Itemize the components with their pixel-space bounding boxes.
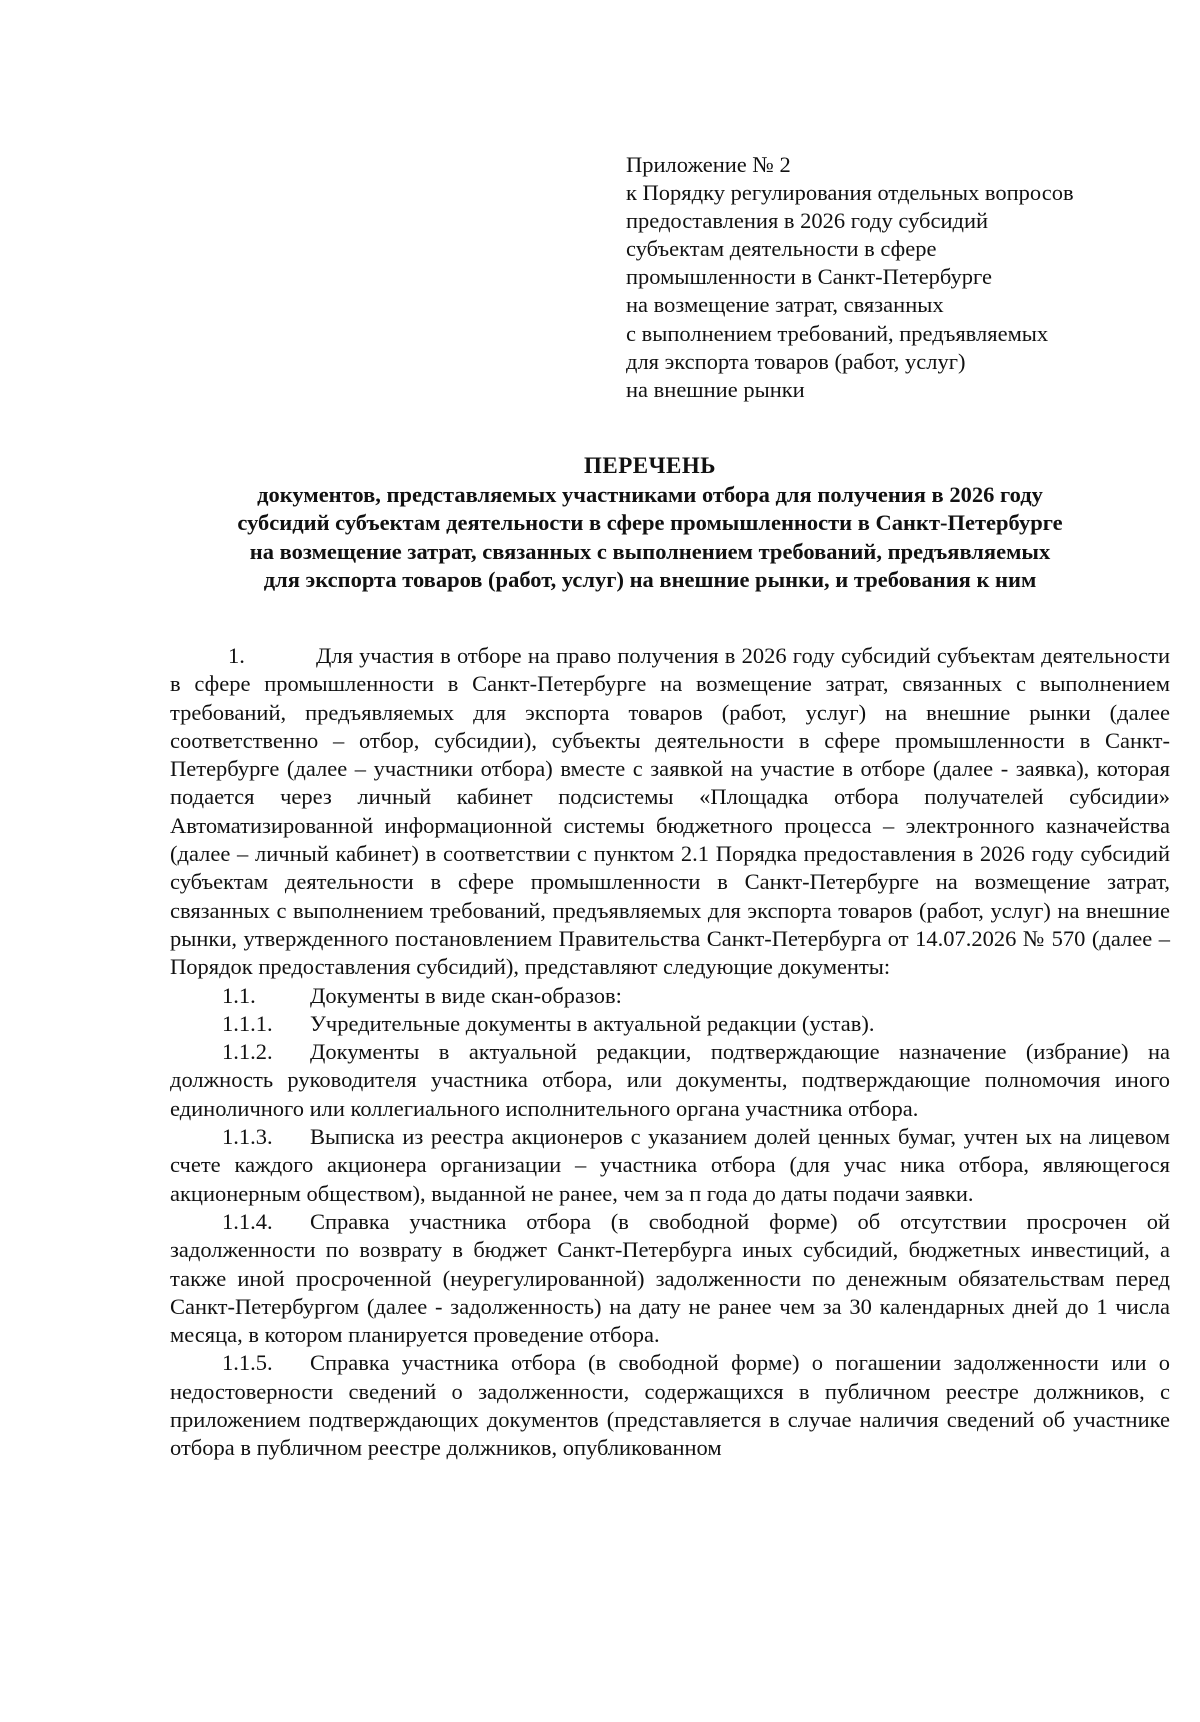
appendix-line: на внешние рынки — [626, 376, 805, 402]
appendix-line: промышленности в Санкт-Петербурге — [626, 264, 992, 290]
paragraph-1 — [170, 642, 1170, 982]
paragraph-number: 1. — [228, 643, 245, 668]
heading-line: на возмещение затрат, связанных с выполнением требований, предъявляемых — [249, 538, 1051, 564]
paragraph-1-1-3 — [170, 1123, 1170, 1208]
paragraph-1-1-4 — [170, 1208, 1170, 1349]
paragraph-1-1 — [170, 982, 1170, 1010]
paragraph-text: Справка участника отбора (в свободной форме) об отсутствии просрочен ой задолженности по возврату в бюджет Санкт-Петербурга иных субсидий, бюджетных инвестиций, а также иной просроченной (неурегулированной) задолженности по денежным обязательствам перед Санкт-Петербургом (далее - задолженность) на дату не ранее чем за 30 календарных дней до 1 числа месяца, в котором планируется проведение отбора. — [170, 1208, 1170, 1348]
paragraph-text: Для участия в отборе на право получения в 2026 году субсидий субъектам деятельности в сфере промышленности в Санкт-Петербурге на возмещение затрат, связанных с выполнением требований, предъявляемых для экспорта товаров (работ, услуг) на внешние рынки (далее соответственно – отбор, субсидии), субъекты деятельности в сфере промышленности в Санкт-Петербурге (далее – участники отбора) вместе с заявкой на участие в отборе (далее - заявка), которая подается через личный кабинет подсистемы «Площадка отбора получателей субсидии» Автоматизированной информационной системы бюджетного процесса – электронного казначейства (далее – личный кабинет) в соответствии с пунктом 2.1 Порядка предоставления в 2026 году субсидий субъектам деятельности в сфере промышленности в Санкт-Петербурге на возмещение затрат, связанных с выполнением требований, предъявляемых для экспорта товаров (работ, услуг) на внешние рынки, утвержденного постановлением Правительства Санкт-Петербурга от 14.07.2026 № 570 (далее – Порядок предоставления субсидий), представляют следующие документы: — [170, 643, 1170, 980]
paragraph-text: Справка участника отбора (в свободной форме) о погашении задолженности или о недостоверности сведений о задолженности, содержащихся в публичном реестре должников, с приложением подтверждающих документов (представляется в случае наличия сведений об участнике отбора в публичном реестре должников, опубликованном — [170, 1350, 1170, 1461]
appendix-line: субъектам деятельности в сфере — [626, 236, 937, 262]
heading-line: субсидий субъектам деятельности в сфере промышленности в Санкт-Петербурге — [237, 510, 1063, 536]
paragraph-text: Документы в актуальной редакции, подтверждающие назначение (избрание) на должность руководителя участника отбора, или документы, подтверждающие полномочия иного единоличного или коллегиального исполнительного органа участника отбора. — [170, 1039, 1170, 1121]
paragraph-number: 1.1. — [222, 982, 256, 1008]
appendix-reference — [626, 151, 1186, 404]
paragraph-number: 1.1.3. — [222, 1124, 273, 1150]
appendix-line: на возмещение затрат, связанных — [626, 292, 944, 318]
appendix-line: к Порядку регулирования отдельных вопросов — [626, 180, 1074, 206]
paragraph-number: 1.1.4. — [222, 1208, 273, 1234]
paragraph-number: 1.1.2. — [222, 1039, 273, 1065]
paragraph-1-1-5 — [170, 1349, 1170, 1462]
paragraph-1-1-1 — [170, 1010, 1170, 1038]
document-body — [170, 642, 1170, 1463]
heading-line: документов, представляемых участниками отбора для получения в 2026 году — [257, 481, 1043, 507]
document-heading — [150, 452, 1150, 595]
paragraph-text: Учредительные документы в актуальной редакции (устав). — [310, 1010, 875, 1036]
appendix-line: предоставления в 2026 году субсидий — [626, 208, 989, 234]
appendix-line: для экспорта товаров (работ, услуг) — [626, 348, 966, 374]
appendix-line: с выполнением требований, предъявляемых — [626, 320, 1049, 346]
heading-line: для экспорта товаров (работ, услуг) на внешние рынки, и требования к ним — [263, 567, 1037, 593]
appendix-line: Приложение № 2 — [626, 152, 791, 177]
document-title: ПЕРЕЧЕНЬ — [584, 453, 716, 478]
paragraph-number: 1.1.1. — [222, 1010, 273, 1036]
paragraph-text: Документы в виде скан-образов: — [310, 982, 622, 1008]
paragraph-1-1-2 — [170, 1038, 1170, 1123]
paragraph-text: Выписка из реестра акционеров с указанием долей ценных бумаг, учтен ых на лицевом счете каждого акционера организации – участника отбора (для учас ника отбора, являющегося акционерным обществом), выданной не ранее, чем за п года до даты подачи заявки. — [170, 1124, 1170, 1206]
paragraph-number: 1.1.5. — [222, 1350, 273, 1376]
